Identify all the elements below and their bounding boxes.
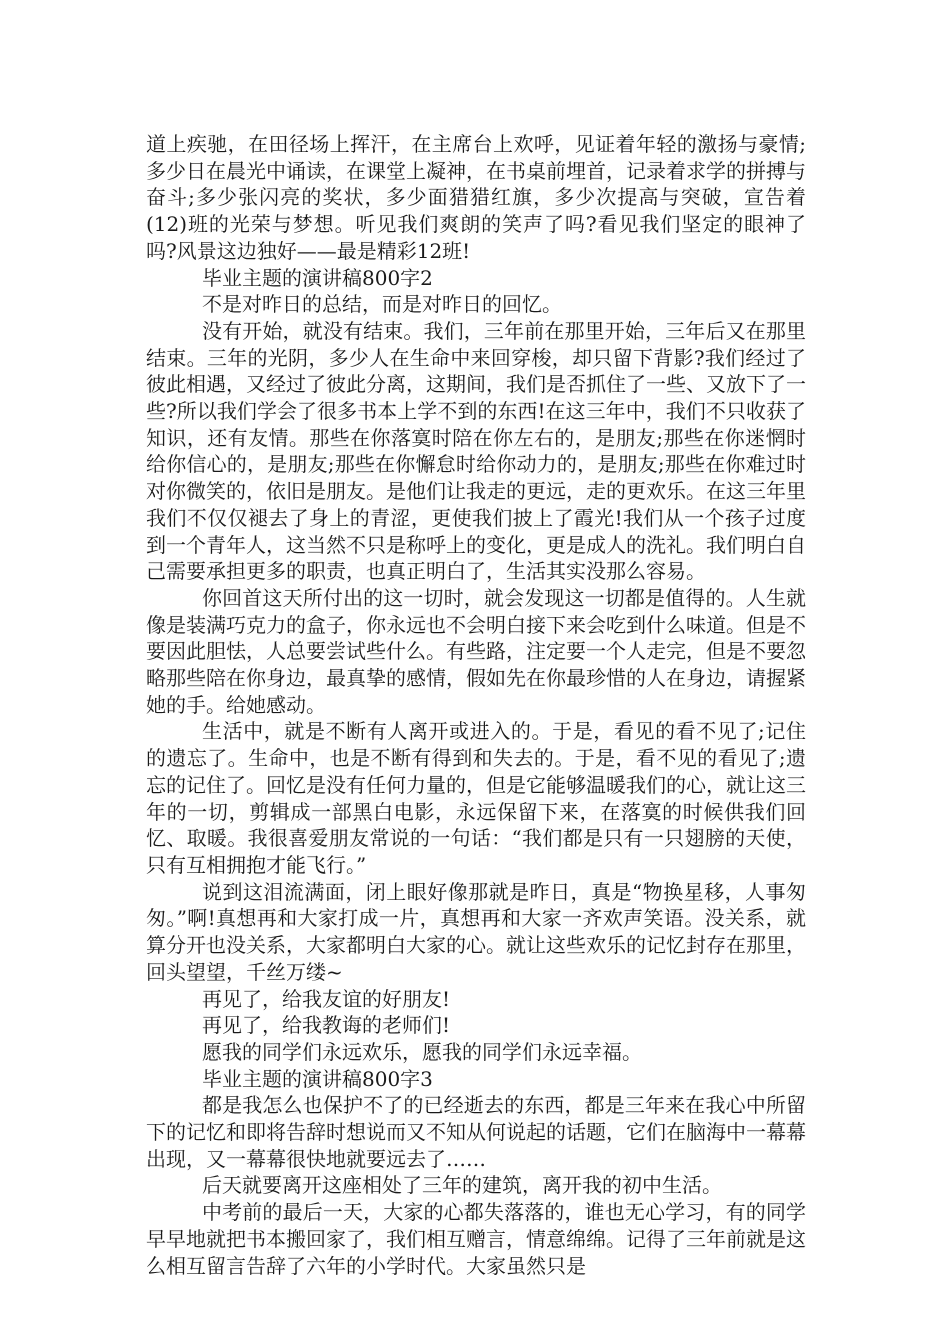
paragraph: 中考前的最后一天，大家的心都失落落的，谁也无心学习，有的同学早早地就把书本搬回家了，我们相互赠言，情意绵绵。记得了三年前就是这么相互留言告辞了六年的小学时代。大家虽然只是 <box>146 1200 806 1278</box>
paragraph: 后天就要离开这座相处了三年的建筑，离开我的初中生活。 <box>202 1173 722 1198</box>
document-body <box>146 131 806 1279</box>
section-heading: 毕业主题的演讲稿800字2 <box>202 265 433 290</box>
paragraph: 生活中，就是不断有人离开或进入的。于是，看见的看不见了;记住的遗忘了。生命中，也是不断有得到和失去的。于是，看不见的看见了;遗忘的记住了。回忆是没有任何力量的，但是它能够温暖我们的心，就让这三年的一切，剪辑成一部黑白电影，永远保留下来，在落寞的时候供我们回忆、取暖。我很喜爱朋友常说的一句话：“我们都是只有一只翅膀的天使，只有互相拥抱才能飞行。” <box>146 719 806 877</box>
paragraph: 说到这泪流满面，闭上眼好像那就是昨日，真是“物换星移，人事匆匆。”啊!真想再和大家打成一片，真想再和大家一齐欢声笑语。没关系，就算分开也没关系，大家都明白大家的心。就让这些欢乐的记忆封存在那里，回头望望，千丝万缕~ <box>146 879 806 984</box>
paragraph: 你回首这天所付出的这一切时，就会发现这一切都是值得的。人生就像是装满巧克力的盒子，你永远也不会明白接下来会吃到什么味道。但是不要因此胆怯，人总要尝试些什么。有些路，注定要一个人走完，但是不要忽略那些陪在你身边，最真挚的感情，假如先在你最珍惜的人在身边，请握紧她的手。给她感动。 <box>146 585 806 717</box>
paragraph: 愿我的同学们永远欢乐，愿我的同学们永远幸福。 <box>202 1039 642 1064</box>
paragraph: 道上疾驰，在田径场上挥汗，在主席台上欢呼，见证着年轻的激扬与豪情;多少日在晨光中诵读，在课堂上凝神，在书桌前埋首，记录着求学的拼搏与奋斗;多少张闪亮的奖状，多少面猎猎红旗，多少次提高与突破，宣告着(12)班的光荣与梦想。听见我们爽朗的笑声了吗?看见我们坚定的眼神了吗?风景这边独好——最是精彩12班! <box>146 132 806 263</box>
paragraph: 再见了，给我友谊的好朋友! <box>202 986 451 1011</box>
paragraph: 再见了，给我教诲的老师们! <box>202 1013 451 1038</box>
section-heading: 毕业主题的演讲稿800字3 <box>202 1066 433 1091</box>
paragraph: 不是对昨日的总结，而是对昨日的回忆。 <box>202 292 562 317</box>
paragraph: 都是我怎么也保护不了的已经逝去的东西，都是三年来在我心中所留下的记忆和即将告辞时想说而又不知从何说起的话题，它们在脑海中一幕幕出现，又一幕幕很快地就要远去了…… <box>146 1093 806 1171</box>
paragraph: 没有开始，就没有结束。我们，三年前在那里开始，三年后又在那里结束。三年的光阴，多少人在生命中来回穿梭，却只留下背影?我们经过了彼此相遇，又经过了彼此分离，这期间，我们是否抓住了一些、又放下了一些?所以我们学会了很多书本上学不到的东西!在这三年中，我们不只收获了知识，还有友情。那些在你落寞时陪在你左右的，是朋友;那些在你迷惘时给你信心的，是朋友;那些在你懈怠时给你动力的，是朋友;那些在你难过时对你微笑的，依旧是朋友。是他们让我走的更远，走的更欢乐。在这三年里我们不仅仅褪去了身上的青涩，更使我们披上了霞光!我们从一个孩子过度到一个青年人，这当然不只是称呼上的变化，更是成人的洗礼。我们明白自己需要承担更多的职责，也真正明白了，生活其实没那么容易。 <box>146 318 806 584</box>
